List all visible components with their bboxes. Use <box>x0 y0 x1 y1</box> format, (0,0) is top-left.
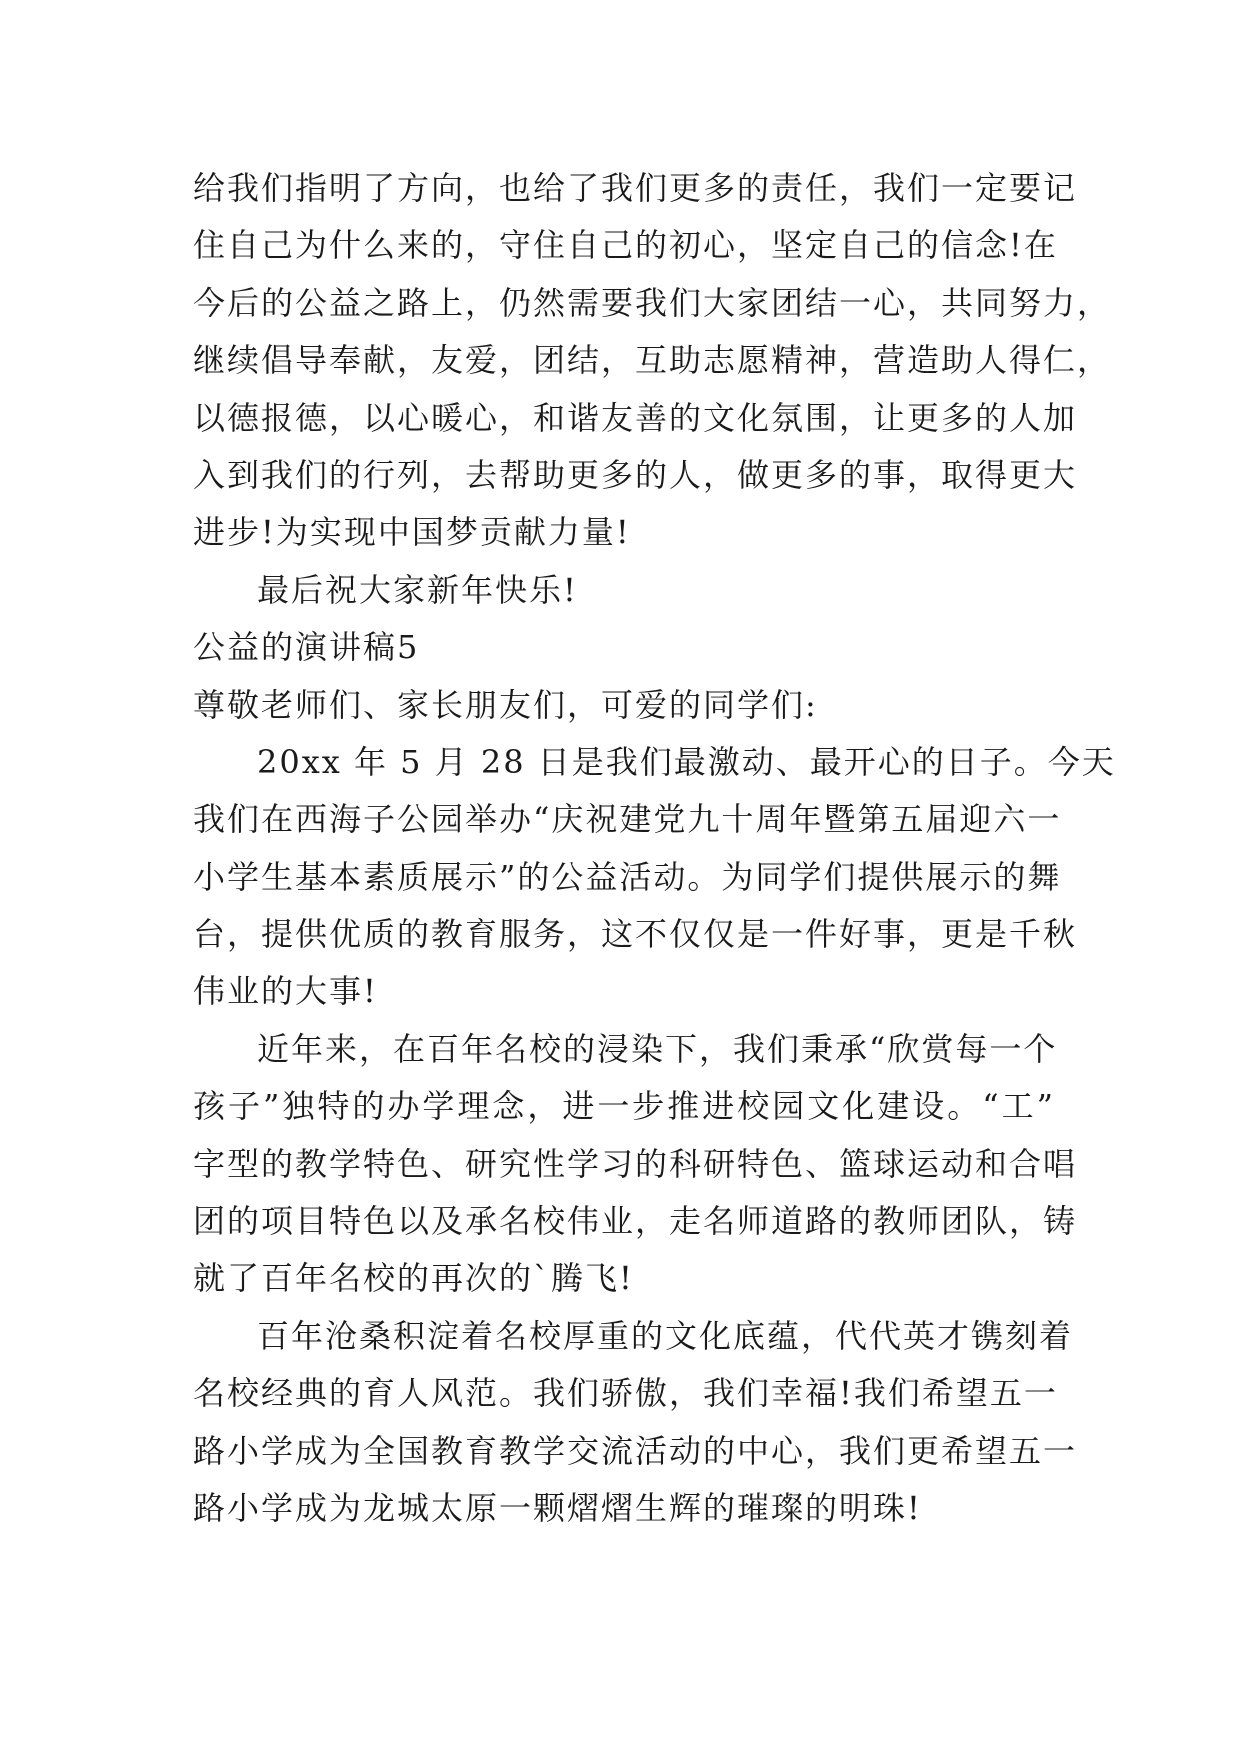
text-line: 伟业的大事! <box>193 972 378 1011</box>
text-line: 近年来，在百年名校的浸染下，我们秉承“欣赏每一个 <box>257 1029 1058 1068</box>
text-line: 名校经典的育人风范。我们骄傲，我们幸福!我们希望五一 <box>193 1374 1058 1413</box>
text-line: 以德报德，以心暖心，和谐友善的文化氛围，让更多的人加 <box>193 398 1078 437</box>
text-line: 小学生基本素质展示”的公益活动。为同学们提供展示的舞 <box>193 857 1062 896</box>
closing-line: 最后祝大家新年快乐! <box>257 570 578 609</box>
text-line: 孩子”独特的办学理念，进一步推进校园文化建设。“工” <box>193 1087 1055 1126</box>
salutation: 尊敬老师们、家长朋友们，可爱的同学们: <box>193 685 818 724</box>
text-line: 团的项目特色以及承名校伟业，走名师道路的教师团队，铸 <box>193 1202 1078 1241</box>
text-line: 路小学成为龙城太原一颗熠熠生辉的璀璨的明珠! <box>193 1488 922 1527</box>
continued-paragraph <box>193 160 1112 562</box>
text-line: 百年沧桑积淀着名校厚重的文化底蕴，代代英才镌刻着 <box>257 1316 1074 1355</box>
text-line: 路小学成为全国教育教学交流活动的中心，我们更希望五一 <box>193 1431 1078 1470</box>
text-line: 给我们指明了方向，也给了我们更多的责任，我们一定要记 <box>193 169 1078 207</box>
text-line: 我们在西海子公园举办“庆祝建党九十周年暨第五届迎六一 <box>193 800 1062 839</box>
section-title: 公益的演讲稿5 <box>193 628 420 667</box>
text-line: 住自己为什么来的，守住自己的初心，坚定自己的信念!在 <box>193 226 1058 265</box>
text-line: 今后的公益之路上，仍然需要我们大家团结一心，共同努力， <box>193 283 1112 322</box>
text-line: 入到我们的行列，去帮助更多的人，做更多的事，取得更大 <box>193 455 1078 494</box>
paragraph-3 <box>193 1308 1078 1538</box>
text-line: 字型的教学特色、研究性学习的科研特色、篮球运动和合唱 <box>193 1144 1078 1183</box>
text-line: 就了百年名校的再次的`腾飞! <box>193 1259 634 1298</box>
document-page <box>193 160 1116 1537</box>
text-line: 继续倡导奉献，友爱，团结，互助志愿精神，营造助人得仁， <box>193 341 1112 380</box>
paragraph-1 <box>193 734 1116 1021</box>
text-line: 台，提供优质的教育服务，这不仅仅是一件好事，更是千秋 <box>193 915 1078 954</box>
paragraph-2 <box>193 1021 1078 1308</box>
text-line: 进步!为实现中国梦贡献力量! <box>193 513 631 552</box>
text-line: 20xx 年 5 月 28 日是我们最激动、最开心的日子。今天 <box>257 742 1116 781</box>
